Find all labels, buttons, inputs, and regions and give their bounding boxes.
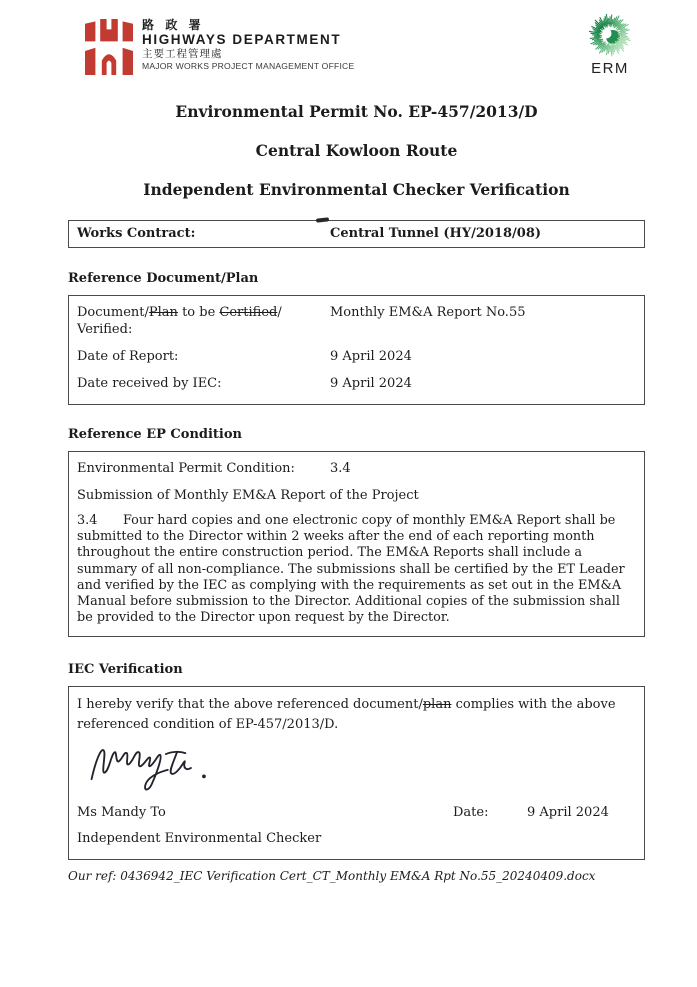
erm-sunburst-icon — [585, 10, 635, 60]
highways-department-logo-icon — [85, 16, 133, 78]
ep-condition-subheading: Submission of Monthly EM&A Report of the Project — [77, 488, 419, 503]
reference-document-table — [68, 295, 645, 405]
struck-word-plan: plan — [422, 697, 452, 713]
table-row — [77, 348, 636, 365]
reference-ep-heading: Reference EP Condition — [68, 427, 242, 442]
works-contract-label: Works Contract: — [77, 226, 196, 241]
iec-verification-heading: IEC Verification — [68, 662, 183, 678]
document-header — [0, 0, 697, 95]
ep-condition-label: Environmental Permit Condition: — [77, 461, 295, 476]
signatory-row — [77, 804, 636, 821]
reference-document-heading: Reference Document/Plan — [68, 271, 259, 286]
date-of-report-label: Date of Report: — [77, 349, 179, 364]
department-name-english: HIGHWAYS DEPARTMENT — [142, 32, 342, 47]
works-contract-value: Central Tunnel (HY/2018/08) — [330, 226, 542, 241]
ep-condition-value: 3.4 — [330, 461, 351, 476]
table-row — [77, 375, 636, 392]
department-name-chinese: 路 政 署 — [142, 18, 205, 32]
document-row-label: Document/Plan to be Certified/ Verified: — [77, 305, 282, 337]
date-received-value: 9 April 2024 — [330, 376, 412, 391]
clause-text: Four hard copies and one electronic copy of monthly EM&A Report shall be submitted to the Director within 2 weeks after the end of each reporting month throughout the entire construction period. The EM&A Reports shall include a summary of all non-compliance. The submissions shall be certified by the ET Leader and verified by the IEC as complying with the requirements as set out in the EM&A Manual before submission to the Director. Additional copies of the submission shall be provided to the Director upon request by the Director. — [77, 513, 625, 626]
date-of-report-value: 9 April 2024 — [330, 349, 412, 364]
permit-number-title: Environmental Permit No. EP-457/2013/D — [175, 102, 538, 121]
clause-number: 3.4 — [77, 513, 98, 528]
verification-statement: I hereby verify that the above referenced document/plan complies with the above referenced condition of EP-457/2013/D. — [77, 697, 616, 732]
document-type-title: Independent Environmental Checker Verification — [143, 180, 570, 199]
project-title: Central Kowloon Route — [255, 141, 458, 160]
date-label: Date: — [453, 805, 489, 821]
table-row — [77, 304, 636, 338]
signatory-title: Independent Environmental Checker — [77, 831, 322, 847]
erm-logo — [582, 10, 638, 77]
signature-area — [81, 742, 636, 794]
iec-verification-box — [68, 686, 645, 860]
ep-condition-clause — [77, 513, 636, 626]
reference-ep-table — [68, 451, 645, 637]
struck-word-plan: Plan — [148, 305, 178, 320]
our-ref-footer: Our ref: 0436942_IEC Verification Cert_CT_Monthly EM&A Rpt No.55_20240409.docx — [68, 869, 596, 884]
department-name-block — [142, 18, 402, 72]
works-contract-table — [68, 220, 645, 248]
erm-logo-label: ERM — [591, 60, 629, 77]
signature-icon — [81, 742, 221, 794]
table-row — [77, 460, 636, 477]
signatory-name: Ms Mandy To — [77, 805, 166, 821]
date-value: 9 April 2024 — [527, 805, 609, 821]
office-name-chinese: 主要工程管理處 — [142, 48, 223, 60]
date-received-label: Date received by IEC: — [77, 376, 222, 391]
office-name-english: MAJOR WORKS PROJECT MANAGEMENT OFFICE — [142, 61, 355, 71]
struck-word-certified: Certified — [219, 305, 278, 320]
document-row-value: Monthly EM&A Report No.55 — [330, 305, 526, 320]
